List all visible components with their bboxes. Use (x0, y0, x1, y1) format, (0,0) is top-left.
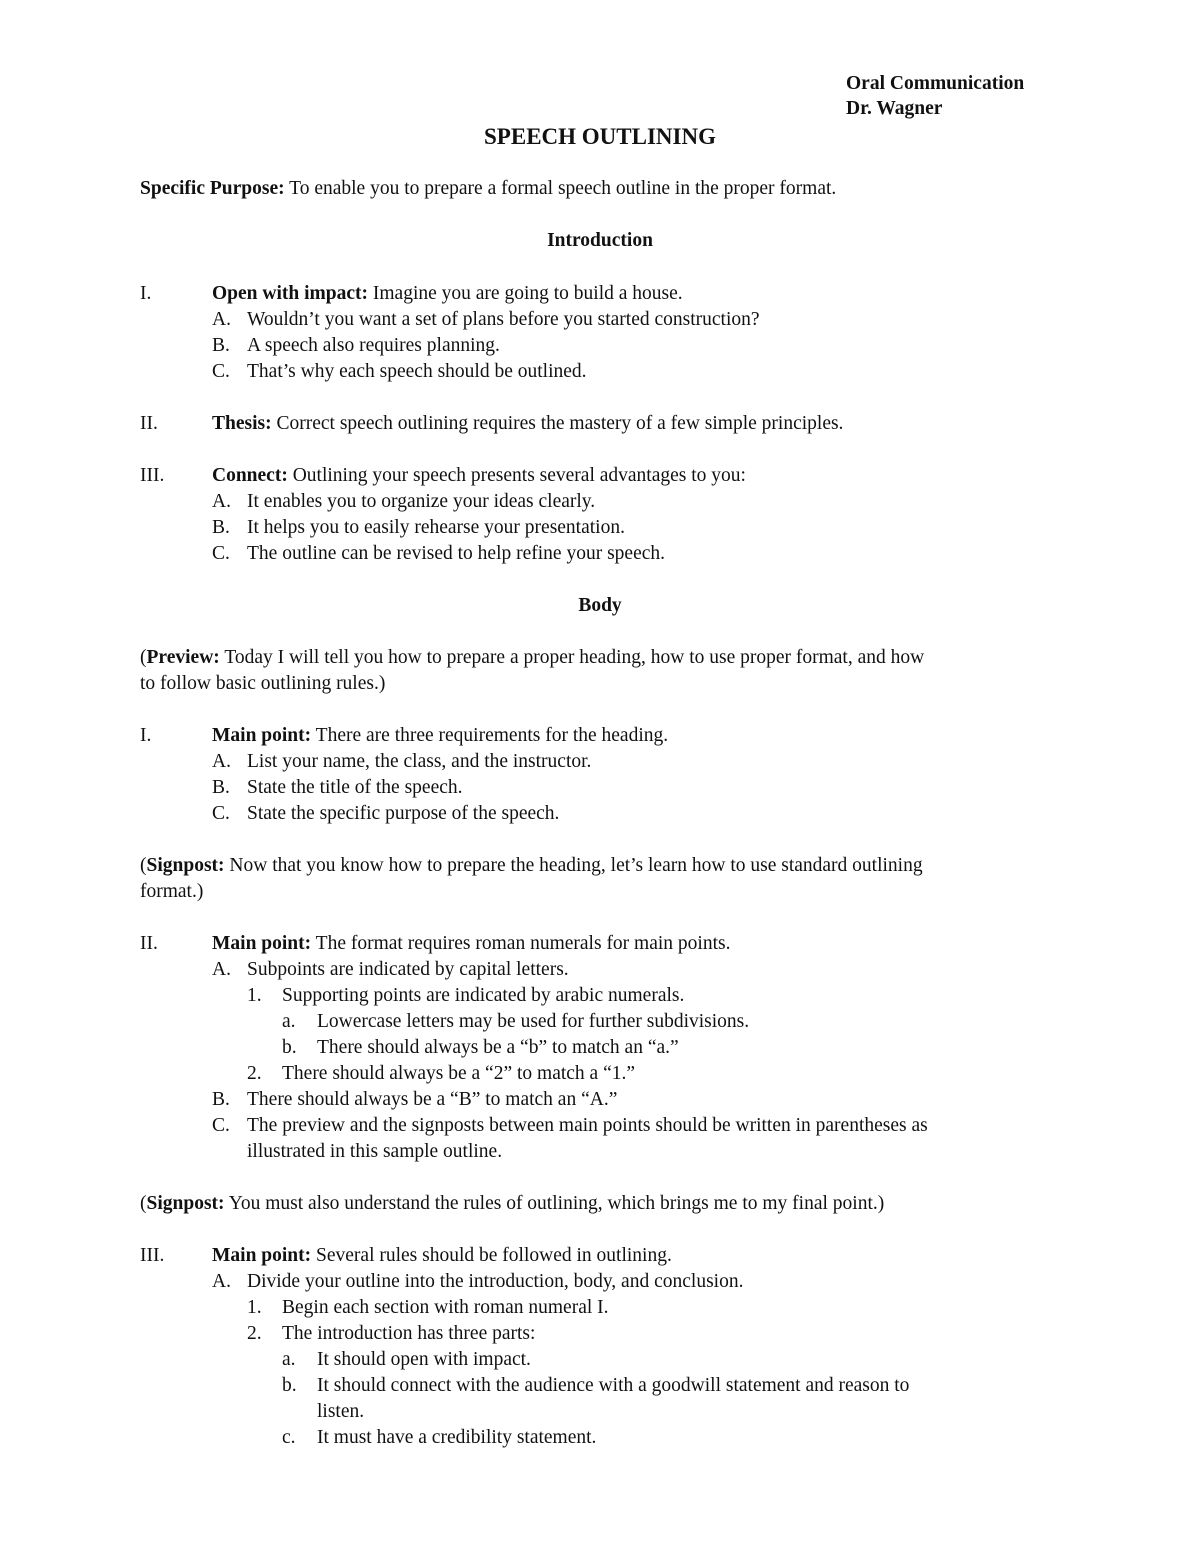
preview-text: Today I will tell you how to prepare a proper heading, how to use proper format, and how (224, 647, 925, 668)
subpoint-text: It enables you to organize your ideas clearly. (247, 491, 596, 512)
intro-point-2 (212, 411, 843, 437)
point-label: Connect: (212, 465, 288, 486)
main-point-number: III. (140, 1245, 165, 1266)
point-label: Main point: (212, 933, 312, 954)
subpoint-marker: C. (212, 361, 230, 382)
subpoint-marker: A. (212, 491, 231, 512)
subpoint-marker: C. (212, 543, 230, 564)
signpost-1-line-1: (Signpost: Now that you know how to prepare the heading, let’s learn how to use standard outlining (140, 855, 923, 876)
subdivision-text: It must have a credibility statement. (317, 1427, 597, 1448)
signpost-1-line-2: format.) (140, 881, 204, 902)
point-text: Imagine you are going to build a house. (372, 283, 683, 304)
preview-line-1: (Preview: Today I will tell you how to prepare a proper heading, how to use proper format, and how (140, 647, 925, 668)
main-point-number: I. (140, 725, 152, 746)
page-title: SPEECH OUTLINING (484, 124, 716, 149)
subpoint-text: The preview and the signposts between main points should be written in parentheses as (247, 1115, 928, 1136)
supporting-text: Supporting points are indicated by arabic numerals. (282, 985, 685, 1006)
subpoint-text: There should always be a “B” to match an “A.” (247, 1089, 618, 1110)
intro-point-number: I. (140, 283, 152, 304)
subdivision-text: There should always be a “b” to match an “a.” (317, 1037, 679, 1058)
supporting-marker: 1. (247, 985, 262, 1006)
intro-point-number: II. (140, 413, 158, 434)
specific-purpose (140, 176, 836, 202)
signpost-label: Signpost: (146, 855, 225, 876)
point-text: Outlining your speech presents several advantages to you: (292, 465, 746, 486)
main-point-1 (212, 723, 668, 749)
point-text: There are three requirements for the heading. (315, 725, 669, 746)
supporting-marker: 1. (247, 1297, 262, 1318)
subdivision-text-continued: listen. (317, 1401, 365, 1422)
preview-line-2: to follow basic outlining rules.) (140, 673, 386, 694)
supporting-text: The introduction has three parts: (282, 1323, 536, 1344)
intro-point-3 (212, 463, 746, 489)
subpoint-text: The outline can be revised to help refine your speech. (247, 543, 666, 564)
subpoint-marker: B. (212, 335, 230, 356)
subpoint-text: List your name, the class, and the instructor. (247, 751, 592, 772)
subdivision-text: It should connect with the audience with a goodwill statement and reason to (317, 1375, 910, 1396)
subpoint-text: That’s why each speech should be outlined. (247, 361, 587, 382)
subpoint-marker: B. (212, 1089, 230, 1110)
subpoint-marker: C. (212, 803, 230, 824)
signpost-2: (Signpost: You must also understand the rules of outlining, which brings me to my final point.) (140, 1193, 885, 1214)
supporting-text: Begin each section with roman numeral I. (282, 1297, 609, 1318)
subdivision-marker: c. (282, 1427, 296, 1448)
subpoint-text-continued: illustrated in this sample outline. (247, 1141, 503, 1162)
subpoint-text: A speech also requires planning. (247, 335, 500, 356)
main-point-3 (212, 1243, 672, 1269)
subpoint-text: State the specific purpose of the speech. (247, 803, 560, 824)
intro-point-number: III. (140, 465, 165, 486)
subpoint-marker: B. (212, 777, 230, 798)
main-point-number: II. (140, 933, 158, 954)
main-point-2 (212, 931, 730, 957)
subpoint-marker: A. (212, 751, 231, 772)
purpose-label: Specific Purpose: (140, 178, 285, 199)
subpoint-marker: A. (212, 1271, 231, 1292)
purpose-text: To enable you to prepare a formal speech outline in the proper format. (289, 178, 837, 199)
subpoint-text: State the title of the speech. (247, 777, 463, 798)
point-label: Main point: (212, 725, 312, 746)
subpoint-marker: A. (212, 959, 231, 980)
point-text: Correct speech outlining requires the mastery of a few simple principles. (276, 413, 844, 434)
subdivision-text: Lowercase letters may be used for further subdivisions. (317, 1011, 750, 1032)
point-label: Thesis: (212, 413, 272, 434)
point-label: Main point: (212, 1245, 312, 1266)
subpoint-text: Divide your outline into the introduction, body, and conclusion. (247, 1271, 744, 1292)
subdivision-text: It should open with impact. (317, 1349, 531, 1370)
signpost-label: Signpost: (146, 1193, 225, 1214)
supporting-marker: 2. (247, 1063, 262, 1084)
supporting-marker: 2. (247, 1323, 262, 1344)
subpoint-marker: C. (212, 1115, 230, 1136)
subpoint-marker: B. (212, 517, 230, 538)
subdivision-marker: b. (282, 1037, 297, 1058)
subpoint-text: Wouldn’t you want a set of plans before you started construction? (247, 309, 760, 330)
subdivision-marker: a. (282, 1349, 296, 1370)
introduction-heading: Introduction (547, 230, 653, 251)
intro-point-1 (212, 281, 683, 307)
subpoint-text: It helps you to easily rehearse your presentation. (247, 517, 625, 538)
signpost-text: Now that you know how to prepare the heading, let’s learn how to use standard outlining (229, 855, 923, 876)
subpoint-text: Subpoints are indicated by capital letters. (247, 959, 569, 980)
supporting-text: There should always be a “2” to match a “1.” (282, 1063, 636, 1084)
point-text: The format requires roman numerals for main points. (315, 933, 731, 954)
subpoint-marker: A. (212, 309, 231, 330)
point-text: Several rules should be followed in outlining. (316, 1245, 672, 1266)
subdivision-marker: b. (282, 1375, 297, 1396)
preview-label: Preview: (146, 647, 220, 668)
instructor-name: Dr. Wagner (846, 98, 943, 119)
body-heading: Body (578, 595, 622, 616)
point-label: Open with impact: (212, 283, 368, 304)
course-name: Oral Communication (846, 73, 1025, 94)
subdivision-marker: a. (282, 1011, 296, 1032)
signpost-text: You must also understand the rules of outlining, which brings me to my final point.) (228, 1193, 885, 1214)
